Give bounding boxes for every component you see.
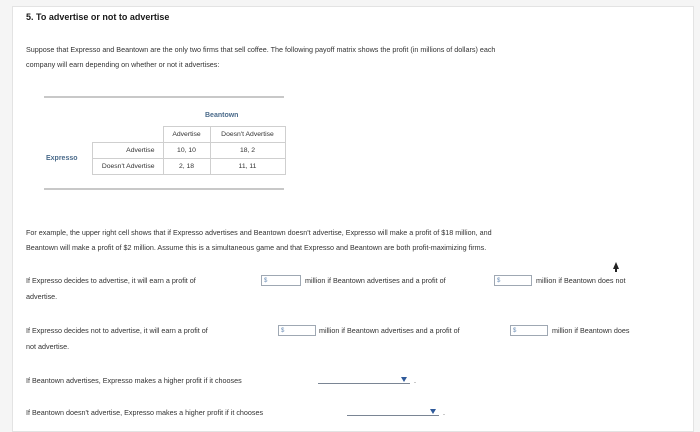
q4-period: .	[443, 408, 445, 417]
example-line-2: Beantown will make a profit of $2 million. Assume this is a simultaneous game and that Expresso and Beantown are both profit-maximizing firms.	[26, 243, 487, 252]
example-line-1: For example, the upper right cell shows that if Expresso advertises and Beantown doesn't advertise, Expresso will make a profit of $18 million, and	[26, 228, 492, 237]
row-header-doesnt-advertise: Doesn't Advertise	[93, 159, 164, 175]
q2-profit-input-2[interactable]	[510, 325, 548, 336]
q3-choice-dropdown[interactable]	[318, 374, 410, 386]
chevron-down-icon	[401, 377, 407, 382]
q3-text: If Beantown advertises, Expresso makes a higher profit if it chooses	[26, 376, 242, 385]
intro-line-2: company will earn depending on whether or not it advertises:	[26, 60, 220, 69]
dollar-prefix: $	[264, 278, 268, 284]
q2-text-4: not advertise.	[26, 342, 70, 351]
col-player-label: Beantown	[205, 112, 239, 119]
dollar-prefix: $	[513, 328, 517, 334]
q2-text-2: million if Beantown advertises and a profit of	[319, 326, 460, 335]
payoff-cell: 2, 18	[163, 159, 210, 175]
q1-text-2: million if Beantown advertises and a profit of	[305, 276, 446, 285]
row-header-advertise: Advertise	[93, 143, 164, 159]
q2-text-3: million if Beantown does	[552, 326, 630, 335]
q1-profit-input-1[interactable]	[261, 275, 301, 286]
chevron-down-icon	[430, 409, 436, 414]
q4-text: If Beantown doesn't advertise, Expresso makes a higher profit if it chooses	[26, 408, 264, 417]
payoff-cell: 18, 2	[210, 143, 285, 159]
dropdown-underline	[318, 383, 410, 384]
matrix-top-rule	[44, 96, 284, 98]
q4-choice-dropdown[interactable]	[347, 406, 439, 418]
dollar-prefix: $	[497, 278, 501, 284]
q2-profit-input-1[interactable]	[278, 325, 316, 336]
q1-text-3: million if Beantown does not	[536, 276, 626, 285]
q1-profit-input-2[interactable]	[494, 275, 532, 286]
payoff-matrix	[92, 126, 286, 175]
dropdown-underline	[347, 415, 439, 416]
payoff-cell: 10, 10	[163, 143, 210, 159]
matrix-bottom-rule	[44, 188, 284, 190]
dollar-prefix: $	[281, 328, 285, 334]
intro-line-1: Suppose that Expresso and Beantown are the only two firms that sell coffee. The following payoff matrix shows the profit (in millions of dollars) each	[26, 45, 496, 54]
payoff-cell: 11, 11	[210, 159, 285, 175]
col-header-advertise: Advertise	[163, 127, 210, 143]
q1-text-4: advertise.	[26, 292, 58, 301]
row-player-label: Expresso	[46, 155, 78, 162]
q1-text-1: If Expresso decides to advertise, it will earn a profit of	[26, 276, 196, 285]
question-title: 5. To advertise or not to advertise	[26, 12, 170, 22]
col-header-doesnt-advertise: Doesn't Advertise	[210, 127, 285, 143]
mouse-pointer-stem	[615, 268, 617, 272]
q2-text-1: If Expresso decides not to advertise, it will earn a profit of	[26, 326, 208, 335]
q3-period: .	[414, 376, 416, 385]
